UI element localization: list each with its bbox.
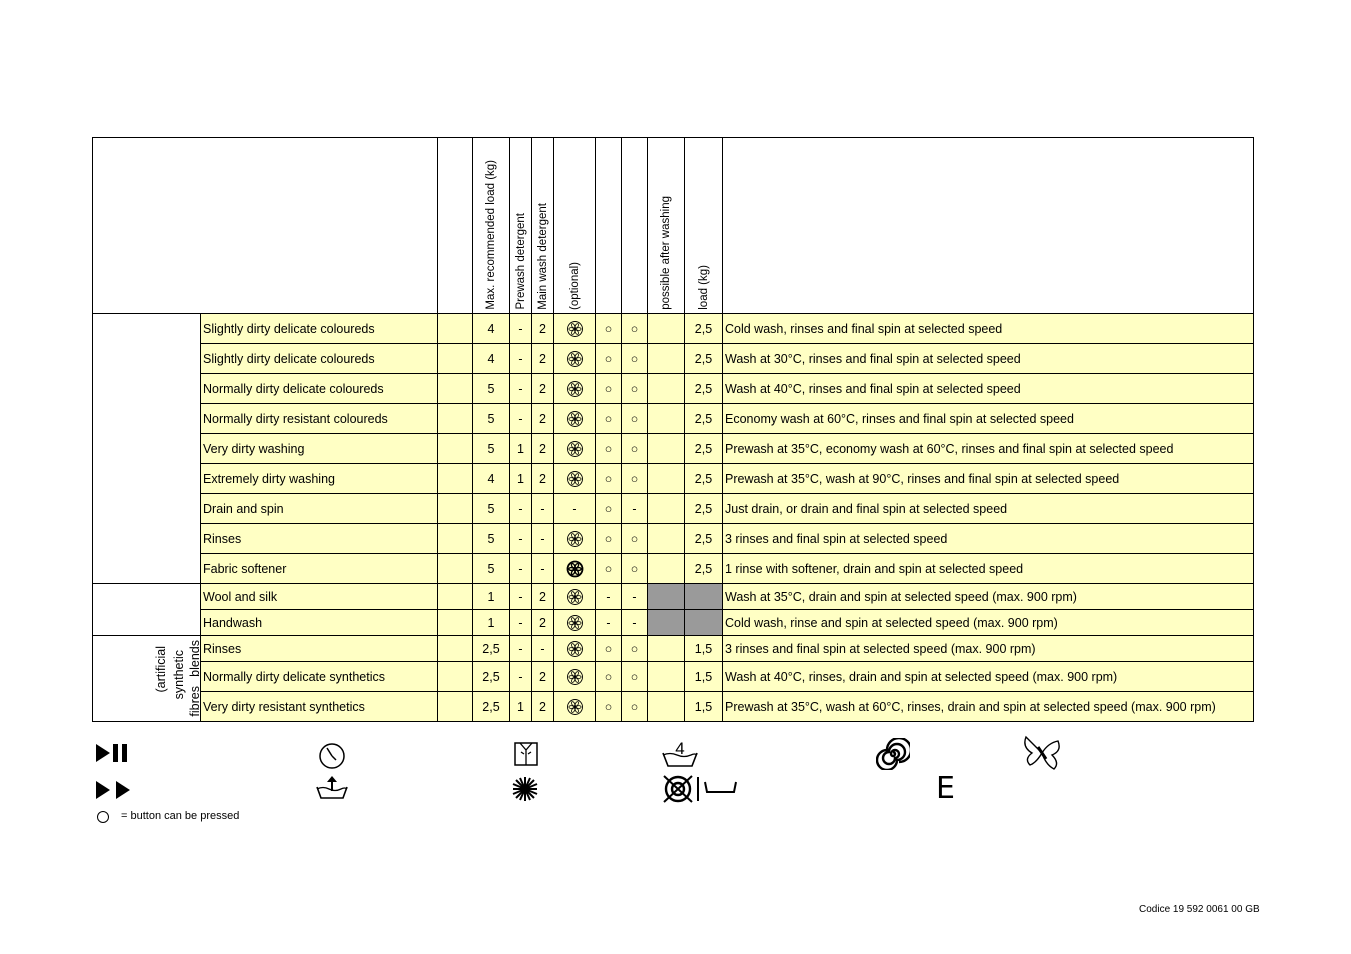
main-wash-cell: -	[532, 554, 554, 584]
description-cell: Wash at 35°C, drain and spin at selected speed (max. 900 rpm)	[723, 584, 1254, 610]
load-cell: 1,5	[685, 662, 723, 692]
timer-icon	[316, 741, 348, 769]
description-cell: 1 rinse with softener, drain and spin at selected speed	[723, 554, 1254, 584]
after-washing-cell	[648, 404, 685, 434]
description-cell: Economy wash at 60°C, rinses and final spin at selected speed	[723, 404, 1254, 434]
load-cell: 2,5	[685, 464, 723, 494]
max-load-cell: 4	[473, 344, 510, 374]
main-wash-cell: -	[532, 494, 554, 524]
softener-cell	[554, 464, 596, 494]
button-2-cell: -	[622, 610, 648, 636]
description-cell: Just drain, or drain and final spin at selected speed	[723, 494, 1254, 524]
after-washing-cell	[648, 524, 685, 554]
description-cell: Wash at 30°C, rinses and final spin at selected speed	[723, 344, 1254, 374]
button-2-cell: ○	[622, 434, 648, 464]
sun-burst-icon	[510, 775, 540, 803]
max-load-cell: 2,5	[473, 692, 510, 722]
programme-name: Extremely dirty washing	[201, 464, 438, 494]
table-row	[93, 344, 1254, 374]
description-cell: Wash at 40°C, rinses, drain and spin at selected speed (max. 900 rpm)	[723, 662, 1254, 692]
softener-flower-icon	[566, 668, 584, 686]
blank-cell	[438, 662, 473, 692]
max-load-cell: 4	[473, 464, 510, 494]
blank-cell	[438, 374, 473, 404]
softener-cell	[554, 404, 596, 434]
softener-cell	[554, 610, 596, 636]
blank-cell	[438, 554, 473, 584]
header-main-wash: Main wash detergent	[532, 138, 554, 314]
max-load-cell: 5	[473, 374, 510, 404]
table-row	[93, 374, 1254, 404]
main-wash-cell: 2	[532, 662, 554, 692]
softener-flower-icon	[566, 530, 584, 548]
after-washing-cell	[648, 314, 685, 344]
prewash-cell: -	[510, 314, 532, 344]
softener-flower-icon	[566, 470, 584, 488]
max-load-cell: 5	[473, 494, 510, 524]
load-cell: 2,5	[685, 434, 723, 464]
main-wash-cell: 2	[532, 404, 554, 434]
main-wash-cell: 2	[532, 692, 554, 722]
softener-cell: -	[554, 494, 596, 524]
button-2-cell: -	[622, 584, 648, 610]
main-wash-cell: 2	[532, 584, 554, 610]
prewash-cell: -	[510, 636, 532, 662]
after-washing-cell	[648, 494, 685, 524]
table-row	[93, 524, 1254, 554]
button-2-cell: ○	[622, 554, 648, 584]
blank-cell	[438, 524, 473, 554]
load-cell: 2,5	[685, 344, 723, 374]
table-row	[93, 494, 1254, 524]
load-cell: 2,5	[685, 404, 723, 434]
after-washing-cell	[648, 434, 685, 464]
max-load-cell: 5	[473, 524, 510, 554]
e-letter-symbol: E	[936, 771, 955, 806]
load-cell: 2,5	[685, 374, 723, 404]
prewash-cell: -	[510, 494, 532, 524]
load-cell: 1,5	[685, 636, 723, 662]
main-wash-cell: 2	[532, 374, 554, 404]
table-row	[93, 464, 1254, 494]
main-wash-cell: 2	[532, 434, 554, 464]
load-cell	[685, 584, 723, 610]
button-2-cell: ○	[622, 464, 648, 494]
no-spin-icon	[660, 773, 742, 805]
programme-name: Wool and silk	[201, 584, 438, 610]
main-wash-cell: 2	[532, 464, 554, 494]
table-row	[93, 692, 1254, 722]
max-load-cell: 5	[473, 554, 510, 584]
max-load-cell: 2,5	[473, 636, 510, 662]
softener-cell	[554, 662, 596, 692]
button-1-cell: ○	[596, 374, 622, 404]
softener-cell	[554, 314, 596, 344]
table-row	[93, 314, 1254, 344]
max-load-cell: 2,5	[473, 662, 510, 692]
programme-name: Normally dirty resistant coloureds	[201, 404, 438, 434]
softener-cell	[554, 554, 596, 584]
blank-cell	[438, 344, 473, 374]
programme-name: Fabric softener	[201, 554, 438, 584]
spiral-icon	[876, 738, 910, 770]
main-wash-cell: 2	[532, 314, 554, 344]
blank-cell	[438, 494, 473, 524]
after-washing-cell	[648, 374, 685, 404]
circle-icon	[96, 810, 110, 824]
prewash-cell: 1	[510, 434, 532, 464]
blank-cell	[438, 314, 473, 344]
programme-name: Handwash	[201, 610, 438, 636]
table-row	[93, 404, 1254, 434]
button-1-cell: ○	[596, 636, 622, 662]
group-cell-wool	[93, 584, 201, 636]
button-2-cell: -	[622, 494, 648, 524]
description-cell: Prewash at 35°C, wash at 60°C, rinses, drain and spin at selected speed (max. 900 rpm)	[723, 692, 1254, 722]
max-load-cell: 4	[473, 314, 510, 344]
prewash-cell: -	[510, 404, 532, 434]
programme-table	[92, 137, 1254, 722]
after-washing-cell	[648, 610, 685, 636]
max-load-cell: 1	[473, 610, 510, 636]
blank-cell	[438, 584, 473, 610]
header-blank	[93, 138, 438, 314]
description-cell: Wash at 40°C, rinses and final spin at selected speed	[723, 374, 1254, 404]
table-row	[93, 434, 1254, 464]
button-1-cell: ○	[596, 434, 622, 464]
after-washing-cell	[648, 636, 685, 662]
description-cell: 3 rinses and final spin at selected speed (max. 900 rpm)	[723, 636, 1254, 662]
button-1-cell: ○	[596, 404, 622, 434]
description-cell: Prewash at 35°C, wash at 90°C, rinses and final spin at selected speed	[723, 464, 1254, 494]
prewash-cell: 1	[510, 464, 532, 494]
softener-flower-icon	[566, 350, 584, 368]
main-wash-cell: -	[532, 524, 554, 554]
after-washing-cell	[648, 692, 685, 722]
table-row	[93, 610, 1254, 636]
blank-cell	[438, 692, 473, 722]
programme-name: Normally dirty delicate synthetics	[201, 662, 438, 692]
header-prewash: Prewash detergent	[510, 138, 532, 314]
softener-flower-icon	[566, 698, 584, 716]
load-cell	[685, 610, 723, 636]
softener-cell	[554, 524, 596, 554]
button-1-cell: ○	[596, 524, 622, 554]
softener-cell	[554, 692, 596, 722]
legend-text: = button can be pressed	[121, 810, 240, 822]
blank-cell	[438, 464, 473, 494]
table-row	[93, 584, 1254, 610]
programme-name: Very dirty washing	[201, 434, 438, 464]
description-cell: Cold wash, rinses and final spin at selected speed	[723, 314, 1254, 344]
header-max-load: Max. recommended load (kg)	[473, 138, 510, 314]
description-cell: 3 rinses and final spin at selected speed	[723, 524, 1254, 554]
programme-name: Slightly dirty delicate coloureds	[201, 314, 438, 344]
button-2-cell: ○	[622, 374, 648, 404]
main-wash-cell: -	[532, 636, 554, 662]
softener-flower-icon	[566, 380, 584, 398]
softener-cell	[554, 636, 596, 662]
load-cell: 2,5	[685, 494, 723, 524]
softener-flower-icon	[566, 560, 584, 578]
description-cell: Cold wash, rinse and spin at selected speed (max. 900 rpm)	[723, 610, 1254, 636]
drain-tub-icon	[314, 775, 350, 801]
button-2-cell: ○	[622, 344, 648, 374]
programme-name: Very dirty resistant synthetics	[201, 692, 438, 722]
header-optional: (optional)	[554, 138, 596, 314]
after-washing-cell	[648, 554, 685, 584]
softener-flower-icon	[566, 640, 584, 658]
fast-forward-icon	[94, 779, 138, 801]
button-2-cell: ○	[622, 636, 648, 662]
softener-flower-icon	[566, 440, 584, 458]
button-1-cell: ○	[596, 344, 622, 374]
header-button-2	[622, 138, 648, 314]
softener-cell	[554, 374, 596, 404]
max-load-cell: 1	[473, 584, 510, 610]
button-2-cell: ○	[622, 314, 648, 344]
programme-name: Normally dirty delicate coloureds	[201, 374, 438, 404]
programme-name: Slightly dirty delicate coloureds	[201, 344, 438, 374]
prewash-cell: -	[510, 584, 532, 610]
prewash-cell: -	[510, 374, 532, 404]
main-wash-cell: 2	[532, 344, 554, 374]
load-cell: 2,5	[685, 314, 723, 344]
softener-cell	[554, 584, 596, 610]
softener-flower-icon	[566, 320, 584, 338]
wash-40-icon	[660, 739, 700, 769]
button-1-cell: ○	[596, 692, 622, 722]
header-blank-2	[438, 138, 473, 314]
header-description	[723, 138, 1254, 314]
button-1-cell: ○	[596, 464, 622, 494]
button-1-cell: ○	[596, 554, 622, 584]
prewash-cell: -	[510, 344, 532, 374]
softener-flower-icon	[566, 588, 584, 606]
softener-flower-icon	[566, 410, 584, 428]
button-1-cell: ○	[596, 662, 622, 692]
synthetics-group-label: (artificial synthetic fibres blends	[154, 640, 202, 717]
softener-cell	[554, 434, 596, 464]
table-row	[93, 662, 1254, 692]
programme-name: Rinses	[201, 524, 438, 554]
programme-name: Rinses	[201, 636, 438, 662]
max-load-cell: 5	[473, 404, 510, 434]
load-cell: 1,5	[685, 692, 723, 722]
prewash-cell: -	[510, 524, 532, 554]
prewash-cell: 1	[510, 692, 532, 722]
button-1-cell: -	[596, 584, 622, 610]
butterfly-icon	[1020, 733, 1064, 773]
softener-cell	[554, 344, 596, 374]
max-load-cell: 5	[473, 434, 510, 464]
blank-cell	[438, 404, 473, 434]
blank-cell	[438, 610, 473, 636]
button-2-cell: ○	[622, 404, 648, 434]
button-2-cell: ○	[622, 524, 648, 554]
main-wash-cell: 2	[532, 610, 554, 636]
header-after-washing: possible after washing	[648, 138, 685, 314]
button-2-cell: ○	[622, 662, 648, 692]
programme-name: Drain and spin	[201, 494, 438, 524]
svg-text:4: 4	[675, 739, 685, 758]
header-button-1	[596, 138, 622, 314]
softener-flower-icon	[566, 614, 584, 632]
description-cell: Prewash at 35°C, economy wash at 60°C, rinses and final spin at selected speed	[723, 434, 1254, 464]
after-washing-cell	[648, 464, 685, 494]
after-washing-cell	[648, 344, 685, 374]
prewash-cell: -	[510, 554, 532, 584]
load-cell: 2,5	[685, 554, 723, 584]
shirt-icon	[512, 740, 540, 768]
load-cell: 2,5	[685, 524, 723, 554]
prewash-cell: -	[510, 610, 532, 636]
group-cell-coloureds	[93, 314, 201, 584]
play-pause-icon	[94, 742, 140, 764]
button-1-cell: ○	[596, 494, 622, 524]
after-washing-cell	[648, 584, 685, 610]
table-row	[93, 636, 1254, 662]
blank-cell	[438, 434, 473, 464]
button-1-cell: ○	[596, 314, 622, 344]
button-1-cell: -	[596, 610, 622, 636]
after-washing-cell	[648, 662, 685, 692]
button-2-cell: ○	[622, 692, 648, 722]
blank-cell	[438, 636, 473, 662]
prewash-cell: -	[510, 662, 532, 692]
table-row	[93, 554, 1254, 584]
header-load: load (kg)	[685, 138, 723, 314]
document-code: Codice 19 592 0061 00 GB	[1139, 904, 1260, 915]
